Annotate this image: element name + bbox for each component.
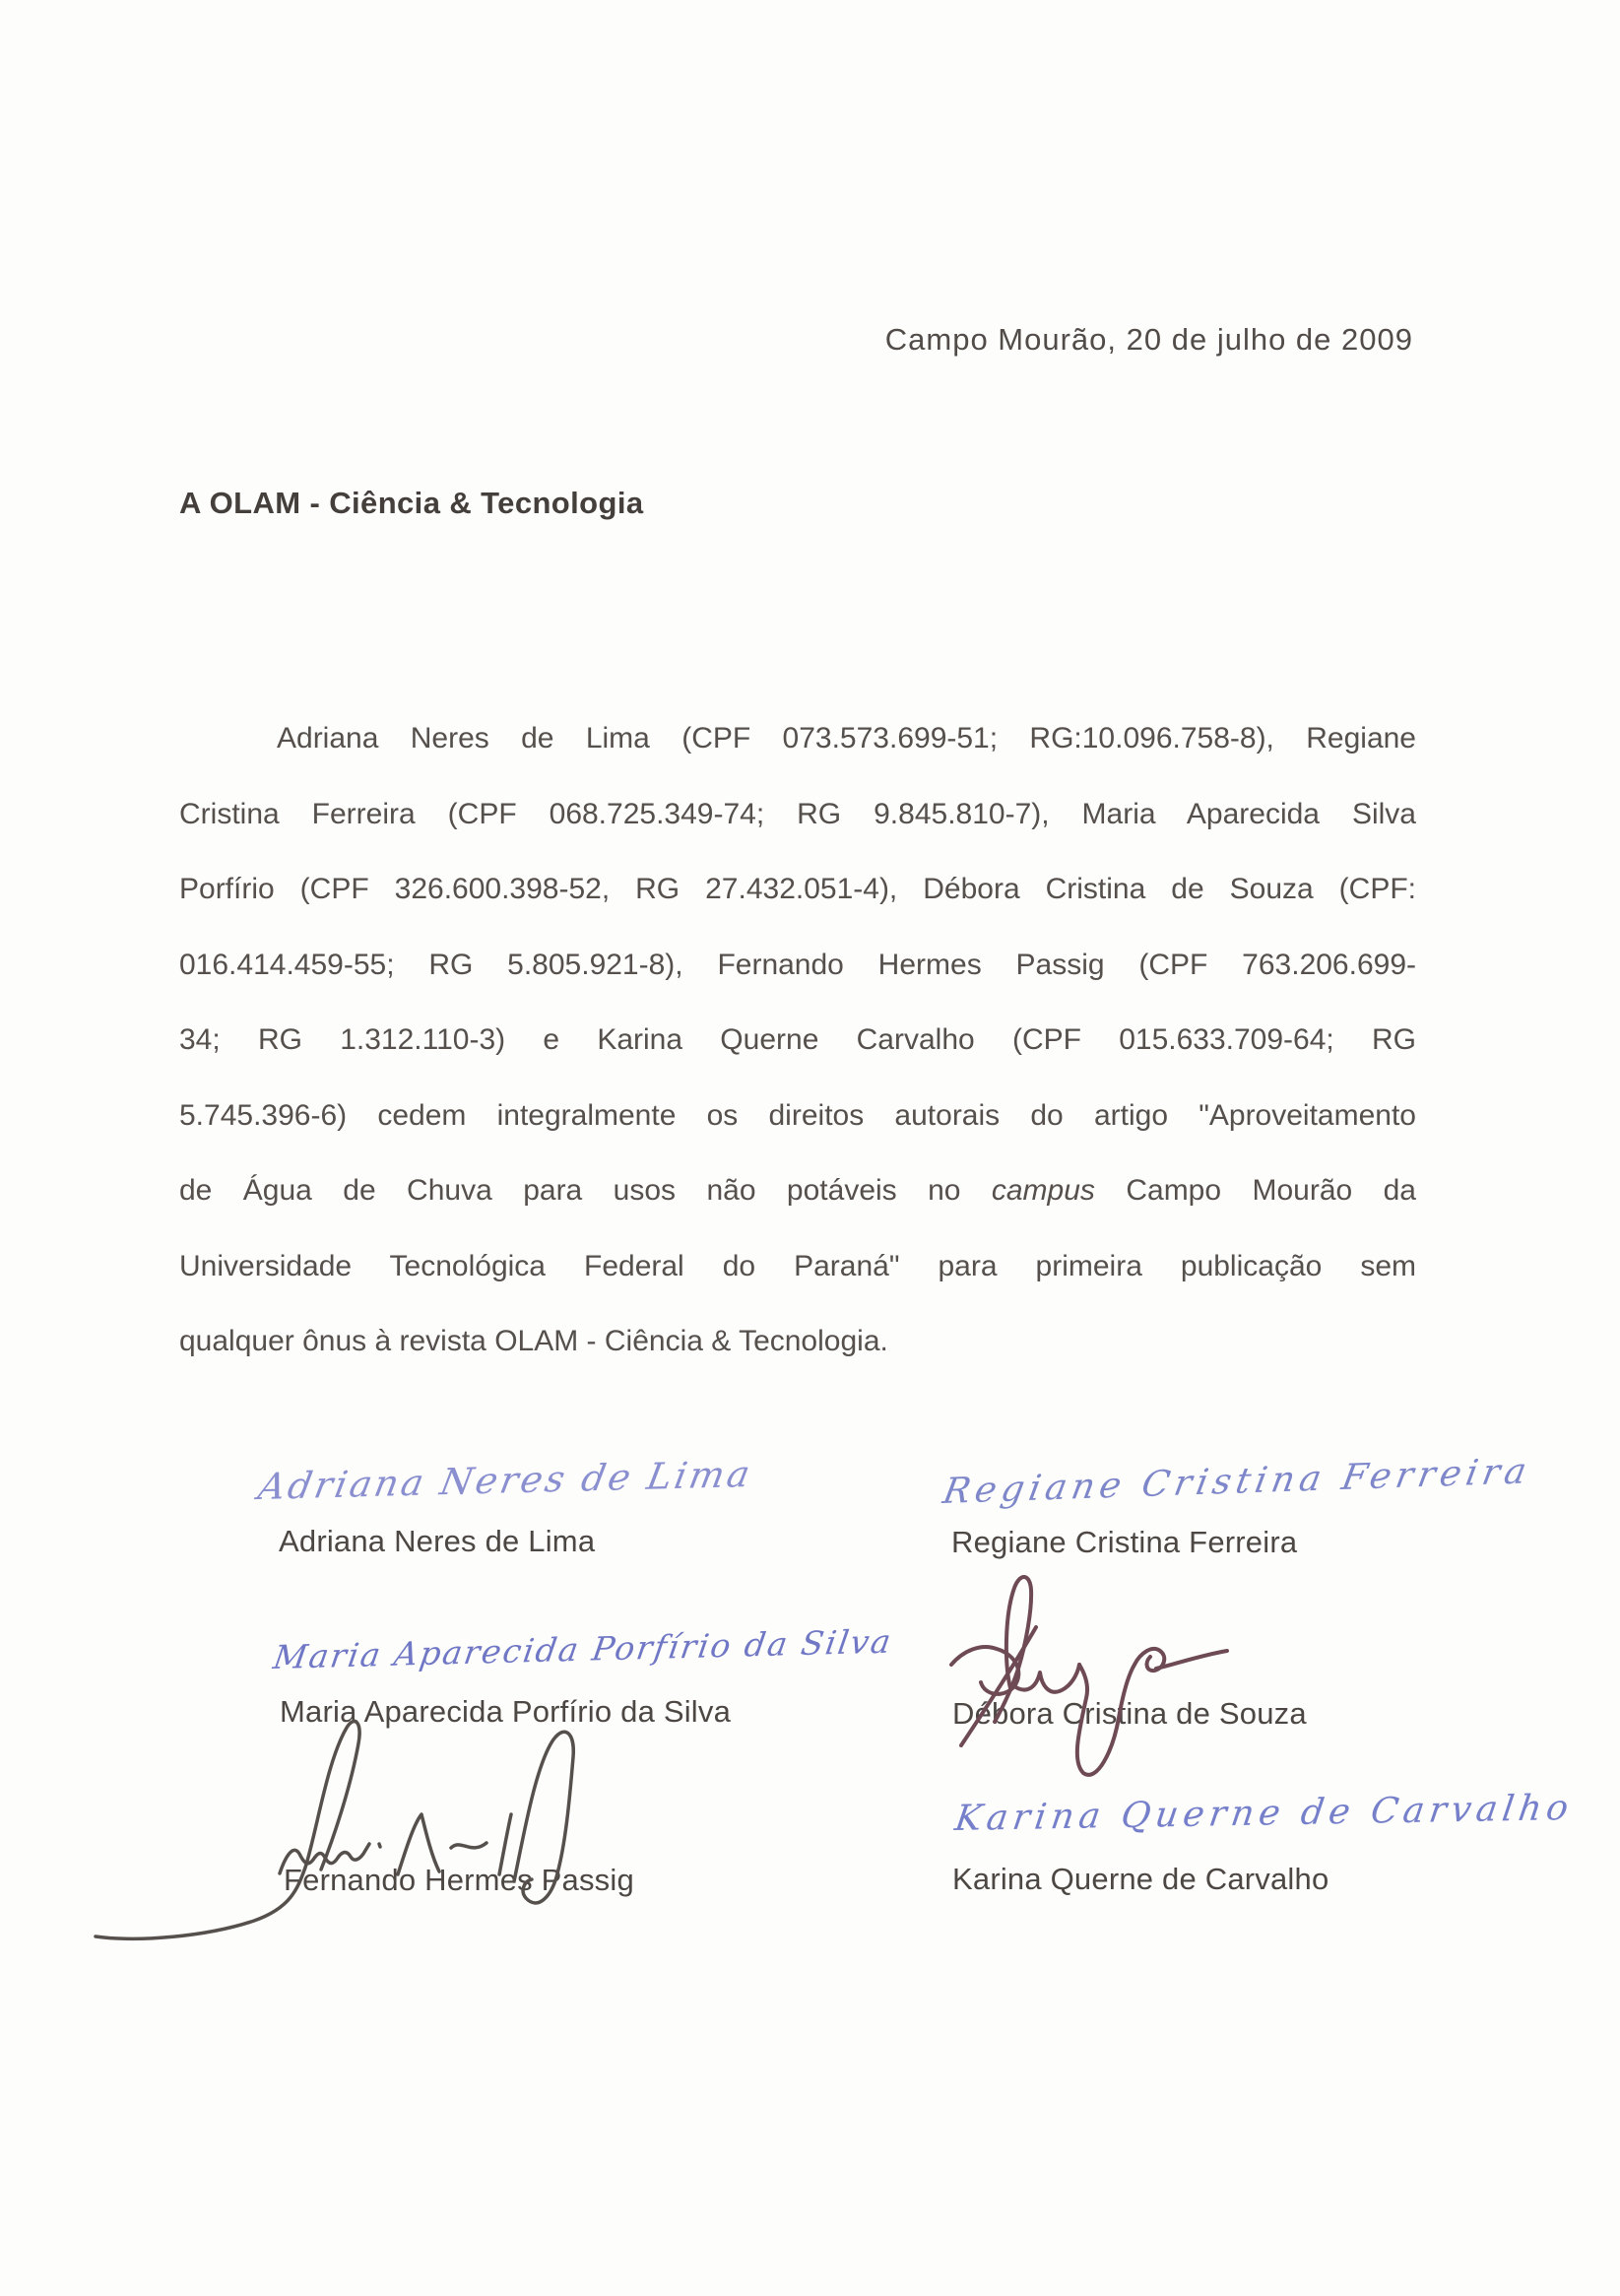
fernando-signature-printed-name: Fernando Hermes Passig xyxy=(284,1863,634,1897)
maria-signature-printed-name: Maria Aparecida Porfírio da Silva xyxy=(280,1694,732,1729)
body-line-7-post: Campo Mourão da xyxy=(1126,1174,1416,1207)
body-line-6: 5.745.396-6) cedem integralmente os direitos autorais do artigo "Aproveitamento xyxy=(179,1098,1416,1132)
adriana-signature-printed-name: Adriana Neres de Lima xyxy=(279,1524,596,1558)
addressee-line: A OLAM - Ciência & Tecnologia xyxy=(179,486,644,520)
body-line-5: 34; RG 1.312.110-3) e Karina Querne Carvalho (CPF 015.633.709-64; RG xyxy=(179,1023,1416,1056)
debora-signature-printed-name: Débora Cristina de Souza xyxy=(952,1696,1307,1731)
body-line-2: Cristina Ferreira (CPF 068.725.349-74; RG 9.845.810-7), Maria Aparecida Silva xyxy=(179,797,1416,830)
karina-signature-handwriting: Karina Querne de Carvalho xyxy=(952,1788,1577,1839)
body-line-3: Porfírio (CPF 326.600.398-52, RG 27.432.051-4), Débora Cristina de Souza (CPF: xyxy=(179,873,1416,905)
regiane-signature-printed-name: Regiane Cristina Ferreira xyxy=(951,1525,1298,1559)
body-line-8: Universidade Tecnológica Federal do Paraná" para primeira publicação sem xyxy=(179,1249,1416,1282)
debora-signature-stroke xyxy=(951,1577,1227,1775)
fernando-signature-stroke xyxy=(96,1721,573,1938)
fernando-stroke-tilde xyxy=(451,1843,486,1848)
body-line-7-pre: de Água de Chuva para usos não potáveis no xyxy=(179,1174,961,1207)
debora-stroke-flourish xyxy=(1134,1649,1227,1671)
fernando-stroke-tail-loop xyxy=(96,1721,359,1938)
date-line: Campo Mourão, 20 de julho de 2009 xyxy=(884,322,1413,357)
debora-stroke-bowl xyxy=(951,1647,1018,1694)
body-line-7 xyxy=(179,1153,1416,1229)
regiane-signature-handwriting: Regiane Cristina Ferreira xyxy=(940,1451,1535,1512)
body-paragraph xyxy=(179,701,1416,1380)
maria-signature-handwriting: Maria Aparecida Porfírio da Silva xyxy=(271,1621,896,1676)
debora-stroke-ou xyxy=(1014,1665,1079,1692)
body-line-1: Adriana Neres de Lima (CPF 073.573.699-51; RG:10.096.758-8), Regiane xyxy=(277,722,1416,754)
body-line-4: 016.414.459-55; RG 5.805.921-8), Fernando Hermes Passig (CPF 763.206.699- xyxy=(179,948,1416,981)
adriana-signature-handwriting: Adriana Neres de Lima xyxy=(254,1452,756,1508)
karina-signature-printed-name: Karina Querne de Carvalho xyxy=(952,1862,1329,1896)
body-line-9: qualquer ônus à revista OLAM - Ciência & Tecnologia. xyxy=(179,1325,888,1357)
body-line-7-campus-italic: campus xyxy=(991,1174,1095,1207)
